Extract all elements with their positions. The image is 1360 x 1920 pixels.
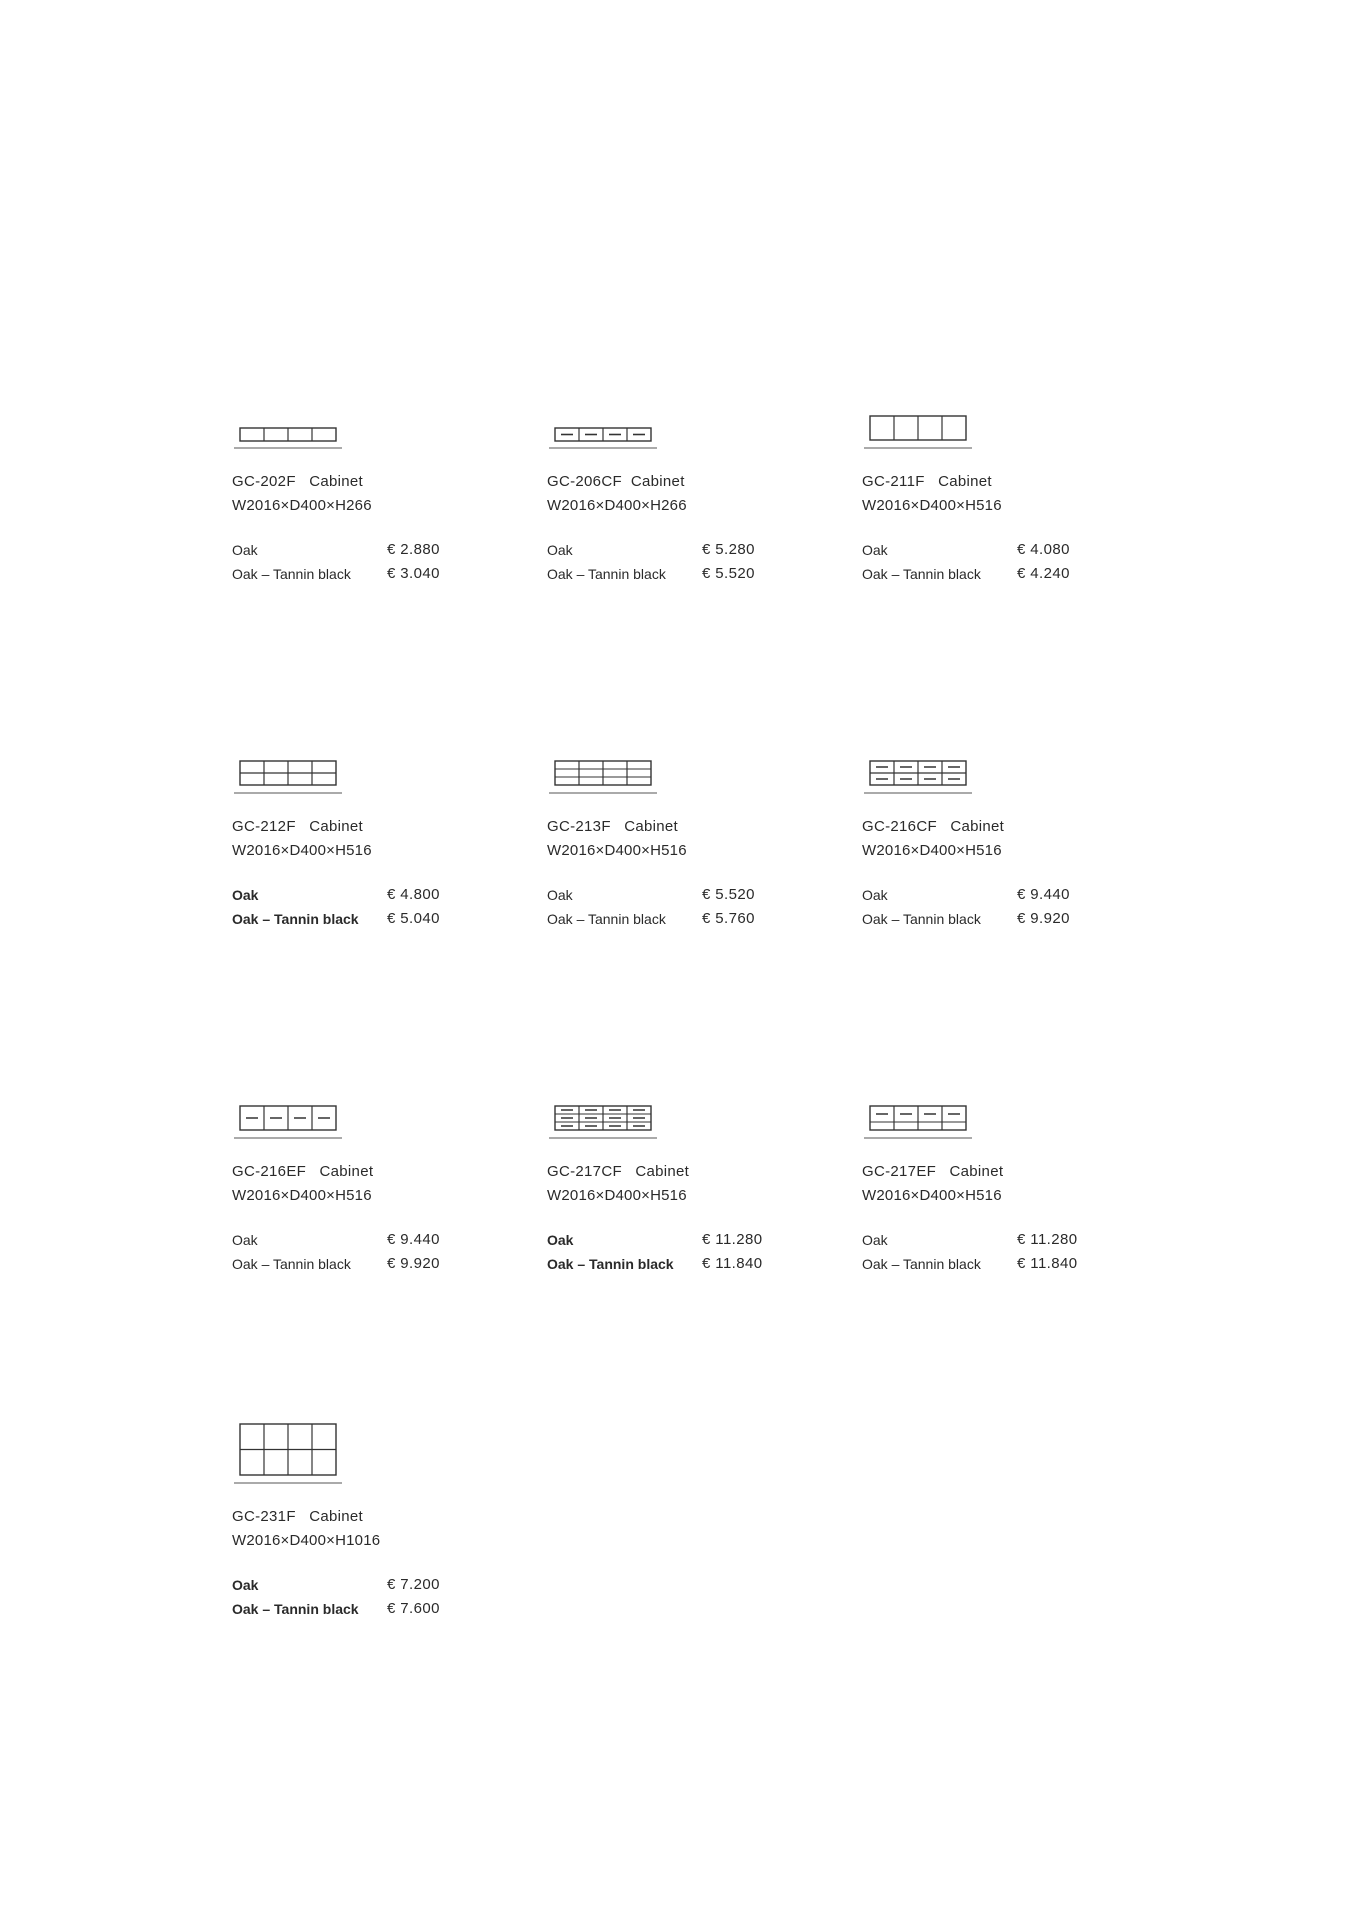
price-row: Oak € 2.880 (232, 541, 440, 558)
price-row: Oak – Tannin black € 11.840 (547, 1255, 763, 1272)
cabinet-diagram-icon (862, 416, 972, 452)
product-dimensions: W2016×D400×H516 (547, 842, 687, 859)
product-title: GC-217CF Cabinet (547, 1163, 690, 1180)
product-card-gc-212f (232, 761, 492, 931)
cabinet-diagram-icon (232, 1410, 342, 1487)
product-title: GC-216CF Cabinet (862, 818, 1005, 835)
product-dimensions: W2016×D400×H516 (862, 842, 1002, 859)
price-row: Oak € 4.800 (232, 886, 440, 903)
product-dimensions: W2016×D400×H516 (232, 1187, 372, 1204)
price-row: Oak – Tannin black € 9.920 (862, 910, 1070, 927)
price-list (547, 1228, 807, 1276)
product-dimensions: W2016×D400×H516 (862, 1187, 1002, 1204)
price-list (232, 1228, 492, 1276)
price-list (232, 1573, 492, 1621)
cabinet-diagram-icon (547, 761, 657, 797)
cabinet-diagram-icon (862, 761, 972, 797)
product-title: GC-217EF Cabinet (862, 1163, 1004, 1180)
price-row: Oak – Tannin black € 7.600 (232, 1600, 440, 1617)
price-list (862, 1228, 1122, 1276)
cabinet-diagram-icon (232, 1106, 342, 1142)
price-row: Oak – Tannin black € 9.920 (232, 1255, 440, 1272)
product-dimensions: W2016×D400×H266 (232, 497, 372, 514)
price-row: Oak € 11.280 (547, 1231, 763, 1248)
price-list (232, 883, 492, 931)
price-row: Oak – Tannin black € 5.760 (547, 910, 755, 927)
price-row: Oak € 5.520 (547, 886, 755, 903)
product-dimensions: W2016×D400×H516 (547, 1187, 687, 1204)
price-row: Oak – Tannin black € 3.040 (232, 565, 440, 582)
product-title: GC-216EF Cabinet (232, 1163, 374, 1180)
product-card-gc-206cf (547, 416, 807, 586)
product-dimensions: W2016×D400×H516 (232, 842, 372, 859)
product-card-gc-217cf (547, 1106, 807, 1276)
product-title: GC-211F Cabinet (862, 473, 992, 490)
price-row: Oak € 5.280 (547, 541, 755, 558)
product-dimensions: W2016×D400×H266 (547, 497, 687, 514)
price-row: Oak – Tannin black € 4.240 (862, 565, 1070, 582)
product-dimensions: W2016×D400×H516 (862, 497, 1002, 514)
price-row: Oak – Tannin black € 5.040 (232, 910, 440, 927)
product-title: GC-212F Cabinet (232, 818, 364, 835)
cabinet-diagram-icon (232, 416, 342, 452)
price-list (547, 538, 807, 586)
cabinet-diagram-icon (862, 1106, 972, 1142)
price-list (232, 538, 492, 586)
price-row: Oak € 4.080 (862, 541, 1070, 558)
price-row: Oak € 9.440 (232, 1231, 440, 1248)
product-card-gc-216ef (232, 1106, 492, 1276)
price-row: Oak € 7.200 (232, 1576, 440, 1593)
product-card-gc-213f (547, 761, 807, 931)
price-row: Oak € 11.280 (862, 1231, 1078, 1248)
product-card-gc-216cf (862, 761, 1122, 931)
price-list (862, 883, 1122, 931)
product-card-gc-217ef (862, 1106, 1122, 1276)
product-dimensions: W2016×D400×H1016 (232, 1532, 381, 1549)
price-list (862, 538, 1122, 586)
price-row: Oak – Tannin black € 11.840 (862, 1255, 1078, 1272)
cabinet-diagram-icon (547, 416, 657, 452)
price-list (547, 883, 807, 931)
product-card-gc-211f (862, 416, 1122, 586)
cabinet-diagram-icon (547, 1106, 657, 1142)
price-row: Oak – Tannin black € 5.520 (547, 565, 755, 582)
product-title: GC-206CF Cabinet (547, 473, 685, 490)
cabinet-diagram-icon (232, 761, 342, 797)
product-title: GC-231F Cabinet (232, 1508, 364, 1525)
product-title: GC-213F Cabinet (547, 818, 679, 835)
product-card-gc-202f (232, 416, 492, 586)
product-title: GC-202F Cabinet (232, 473, 364, 490)
price-row: Oak € 9.440 (862, 886, 1070, 903)
product-card-gc-231f (232, 1410, 492, 1621)
